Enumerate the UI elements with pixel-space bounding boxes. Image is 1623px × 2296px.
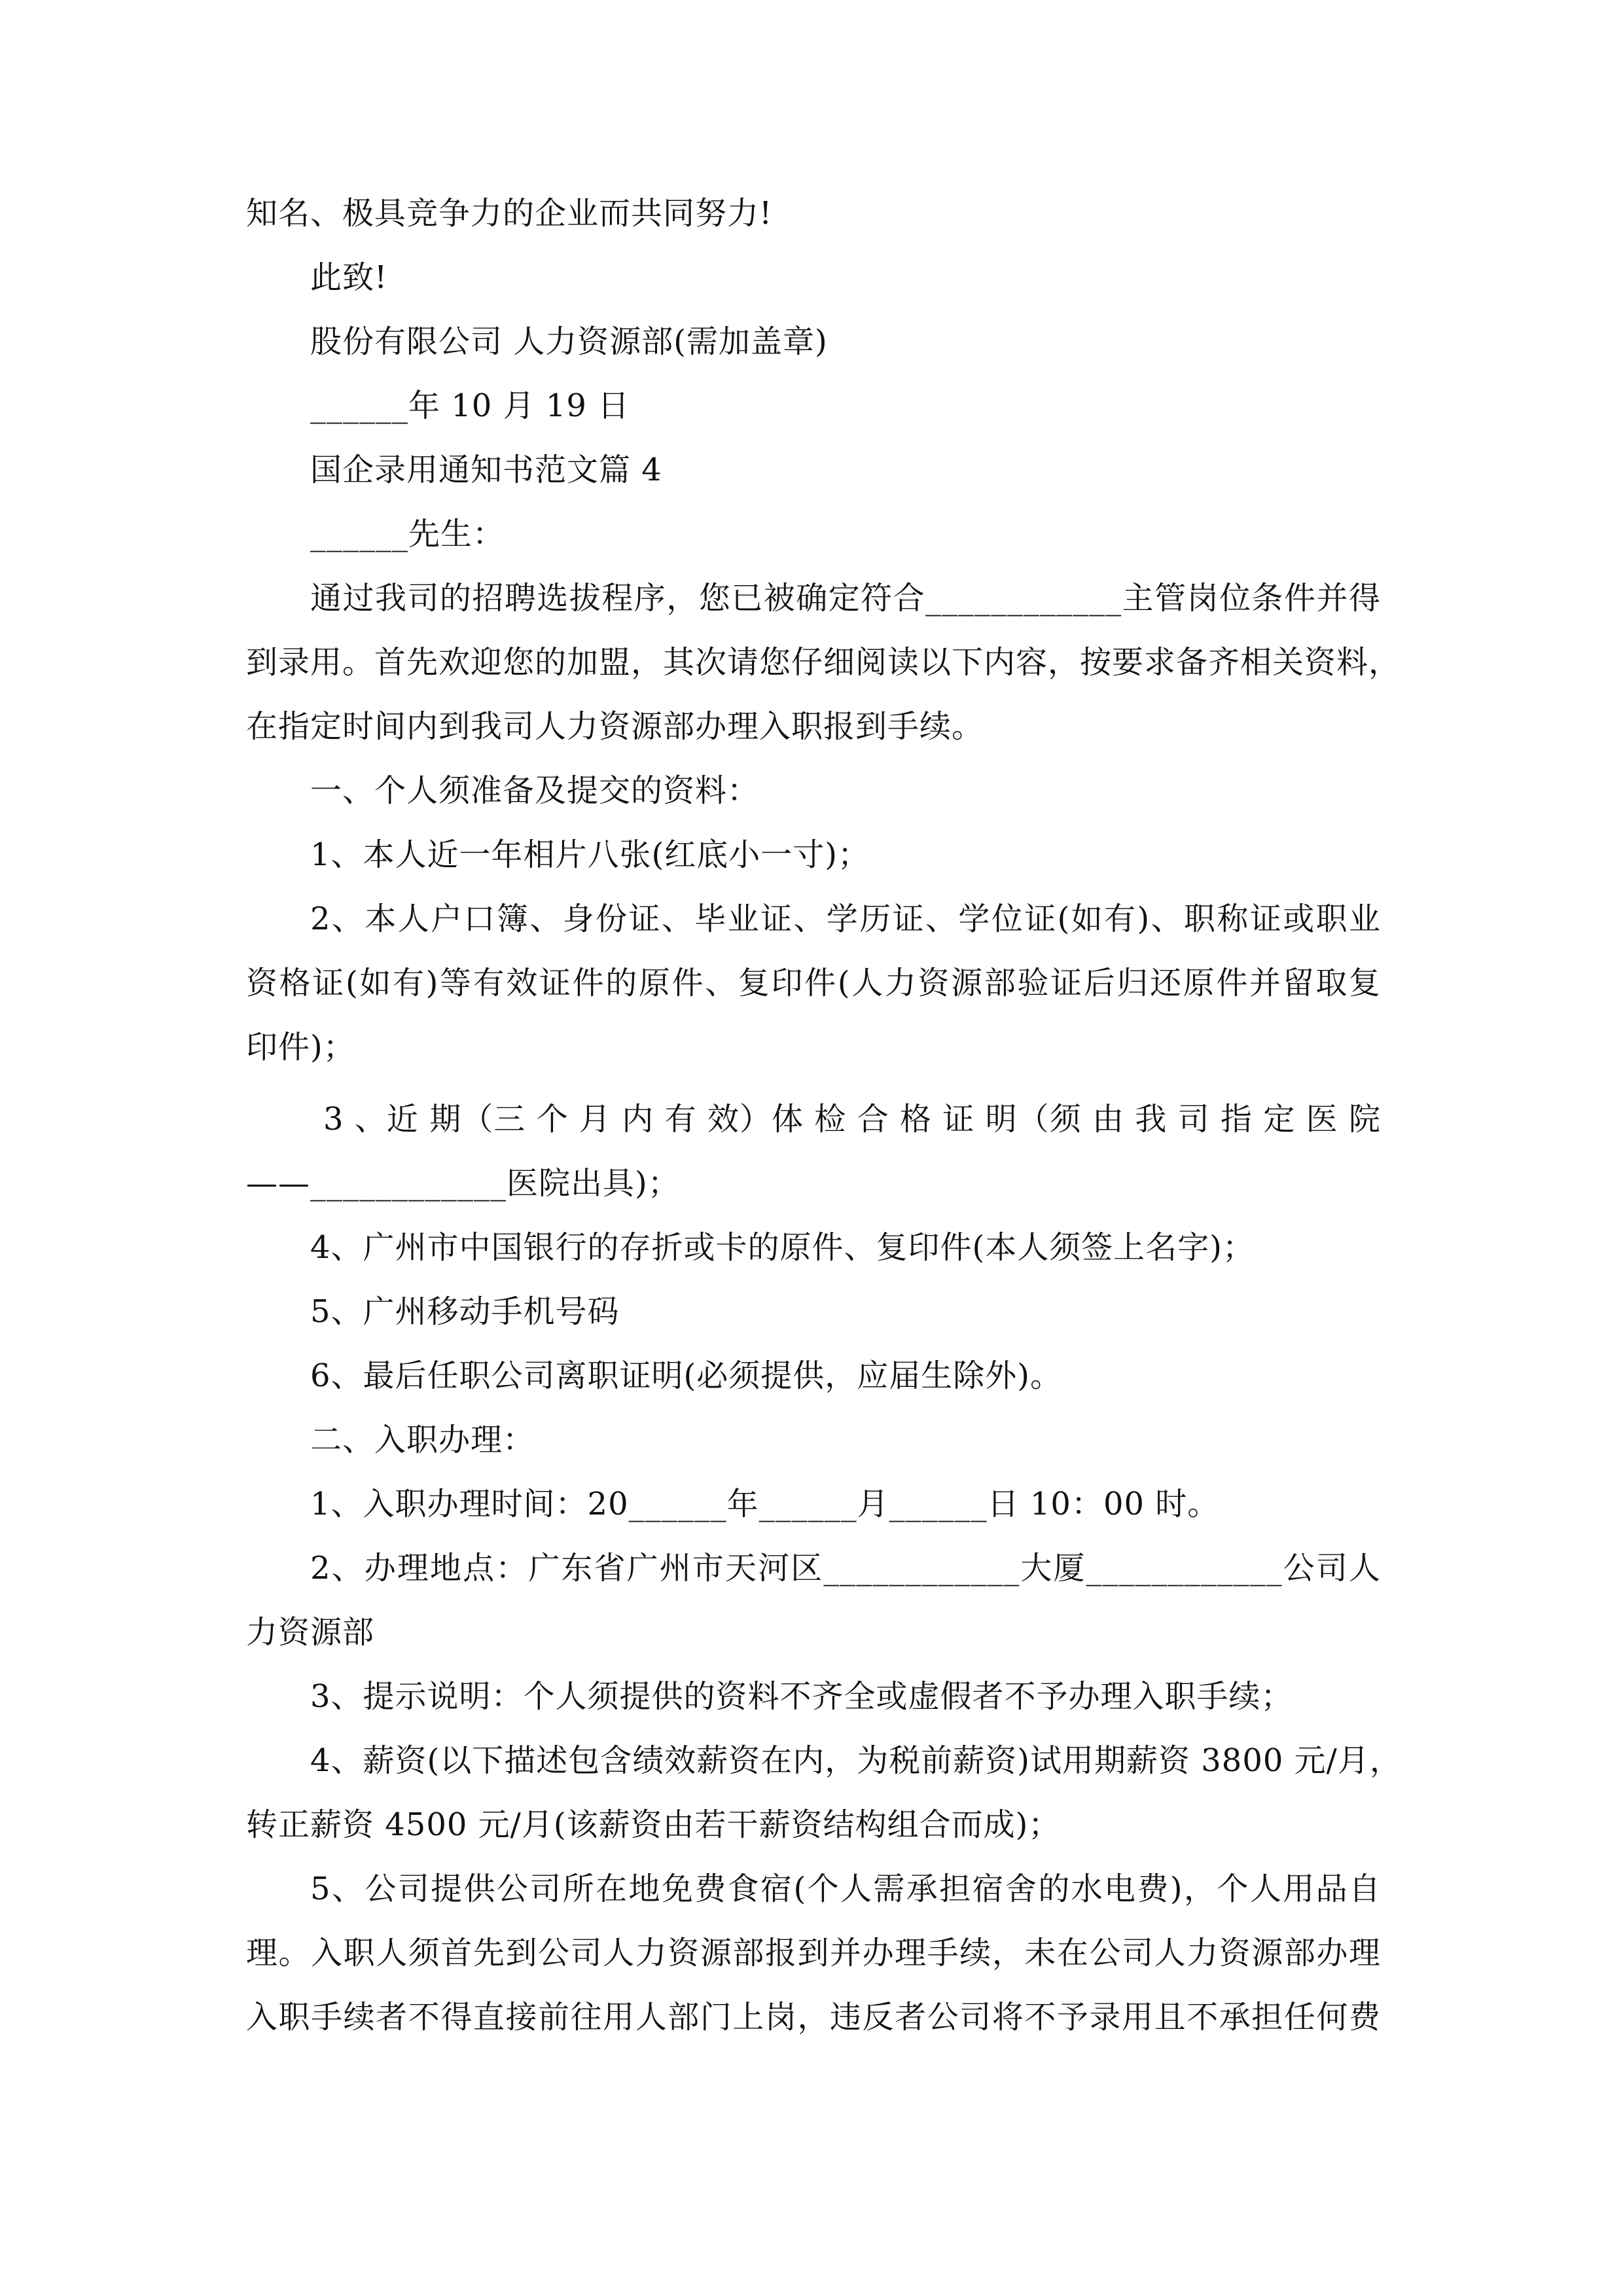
list-item: 6、最后任职公司离职证明(必须提供，应届生除外)。 xyxy=(310,1357,1062,1394)
list-item: 4、薪资(以下描述包含绩效薪资在内，为税前薪资)试用期薪资 3800 元/月， xyxy=(310,1742,1402,1779)
text-line: ______年 10 月 19 日 xyxy=(310,387,630,424)
list-item: 1、本人近一年相片八张(红底小一寸)； xyxy=(310,836,870,873)
text-line: 知名、极具竞争力的企业而共同努力! xyxy=(246,195,773,232)
list-item: 5、广州移动手机号码 xyxy=(310,1293,620,1330)
list-item: 1、入职办理时间：20______年______月______日 10：00 时。 xyxy=(310,1486,1220,1522)
text-line: 入职手续者不得直接前往用人部门上岗，违反者公司将不予录用且不承担任何费 xyxy=(246,1999,1381,2036)
list-item: 2、办理地点：广东省广州市天河区____________大厦____________公司人 xyxy=(310,1550,1381,1587)
list-item: 4、广州市中国银行的存折或卡的原件、复印件(本人须签上名字)； xyxy=(310,1229,1255,1266)
text-line: 此致! xyxy=(310,259,388,296)
list-item: 2、本人户口簿、身份证、毕业证、学历证、学位证(如有)、职称证或职业 xyxy=(310,901,1381,937)
text-line: 印件)； xyxy=(246,1029,355,1066)
list-item: 3 、近 期（三 个 月 内 有 效）体 检 合 格 证 明（须 由 我 司 指 定 医 院 xyxy=(323,1101,1381,1138)
list-item: 5、公司提供公司所在地免费食宿(个人需承担宿舍的水电费)，个人用品自 xyxy=(310,1871,1381,1907)
list-item: 3、提示说明：个人须提供的资料不齐全或虚假者不予办理入职手续； xyxy=(310,1678,1293,1715)
text-line: 到录用。首先欢迎您的加盟，其次请您仔细阅读以下内容，按要求备齐相关资料， xyxy=(246,644,1401,681)
section-heading: 二、入职办理： xyxy=(310,1422,535,1458)
text-line: 转正薪资 4500 元/月(该薪资由若干薪资结构组合而成)； xyxy=(246,1806,1061,1843)
text-line: 股份有限公司 人力资源部(需加盖章) xyxy=(310,323,828,360)
text-line: 力资源部 xyxy=(246,1614,375,1651)
text-line: 通过我司的招聘选拔程序，您已被确定符合____________主管岗位条件并得 xyxy=(310,580,1381,617)
text-line: 在指定时间内到我司人力资源部办理入职报到手续。 xyxy=(246,708,984,745)
salutation: ______先生： xyxy=(310,516,505,552)
section-heading: 国企录用通知书范文篇 4 xyxy=(310,452,662,488)
section-heading: 一、个人须准备及提交的资料： xyxy=(310,772,760,809)
text-line: 资格证(如有)等有效证件的原件、复印件(人力资源部验证后归还原件并留取复 xyxy=(246,965,1381,1001)
text-line: 理。入职人须首先到公司人力资源部报到并办理手续，未在公司人力资源部办理 xyxy=(246,1935,1381,1971)
text-line: ——____________医院出具)； xyxy=(246,1165,680,1202)
